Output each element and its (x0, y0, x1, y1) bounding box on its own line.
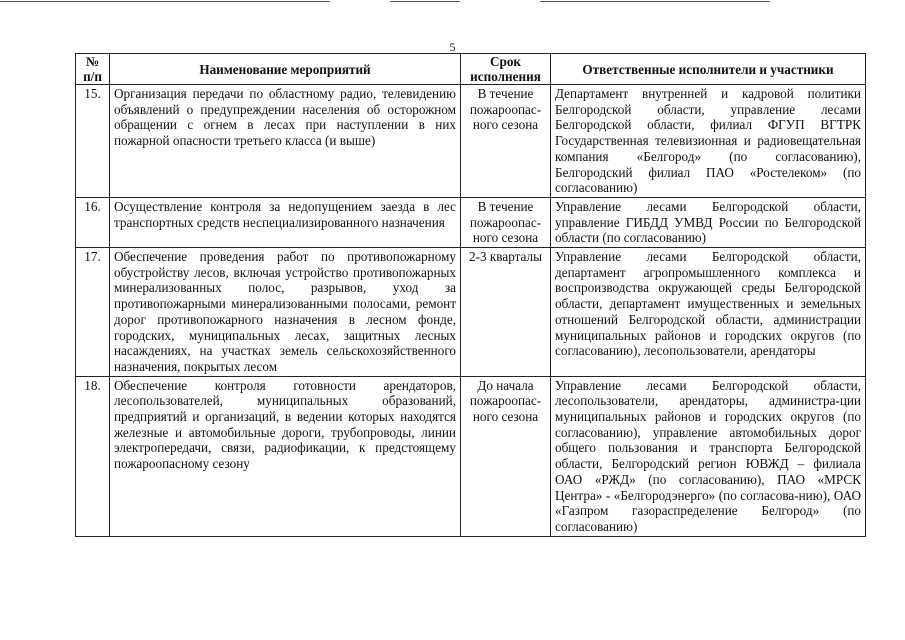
header-num: № п/п (76, 54, 110, 85)
scan-edge-line (390, 1, 460, 2)
row-term: В течение пожароопас-ного сезона (461, 197, 551, 247)
row-num: 16. (76, 197, 110, 247)
table-row (76, 248, 866, 377)
row-measure: Организация передачи по областному радио, телевидению объявлений о предупреждении населения об осторожном обращении с огнем в лесах при наступлении в них пожарной опасности третьего класса (и выше) (110, 85, 461, 198)
row-measure: Обеспечение контроля готовности арендаторов, лесопользователей, муниципальных образований, предприятий и организаций, в ведении которых находятся железные и автомобильные дороги, трубопроводы, линии электропередачи, связи, радиофикации, к предстоящему пожароопасному сезону (110, 376, 461, 536)
scan-edge-line (540, 1, 770, 2)
row-responsible: Департамент внутренней и кадровой политики Белгородской области, управление лесами Белгородской области, филиал ФГУП ВГТРК Государственная телевизионная и радиовещательная компания «Белгород» (по согласованию), Белгородский филиал ПАО «Ростелеком» (по согласованию) (551, 85, 866, 198)
page-number: 5 (449, 40, 456, 54)
header-name: Наименование мероприятий (110, 54, 461, 85)
table-header-row (76, 54, 866, 85)
row-responsible: Управление лесами Белгородской области, управление ГИБДД УМВД России по Белгородской области (по согласованию) (551, 197, 866, 247)
row-measure: Осуществление контроля за недопущением заезда в лес транспортных средств неспециализированного назначения (110, 197, 461, 247)
row-measure: Обеспечение проведения работ по противопожарному обустройству лесов, включая устройство противопожарных минерализованных полос, разрывов, уход за противопожарными минерализованными полосами, ремонт дорог противопожарного назначения в лесном фонде, городских, муниципальных лесах, защитных лесных насаждениях, на участках земель сельскохозяйственного назначения, покрытых лесом (110, 248, 461, 377)
table-row (76, 376, 866, 536)
row-term: В течение пожароопас-ного сезона (461, 85, 551, 198)
header-responsible: Ответственные исполнители и участники (551, 54, 866, 85)
table-row (76, 85, 866, 198)
row-num: 18. (76, 376, 110, 536)
header-term: Срок исполнения (461, 54, 551, 85)
row-responsible: Управление лесами Белгородской области, департамент агропромышленного комплекса и воспроизводства окружающей среды Белгородской области, департамент имущественных и земельных отношений Белгородской области, администрации муниципальных районов и городских округов (по согласованию), лесопользователи, арендаторы (551, 248, 866, 377)
row-num: 15. (76, 85, 110, 198)
row-term: 2-3 кварталы (461, 248, 551, 377)
row-responsible: Управление лесами Белгородской области, лесопользователи, арендаторы, администра-ции муниципальных районов и городских округов (по согласованию), управление автомобильных дорог общего пользования и транспорта Белгородской области, Белгородский регион ЮВЖД – филиала ОАО «РЖД» (по согласованию), ПАО «МРСК Центра» - «Белгородэнерго» (по согласова-нию), ОАО «Газпром газораспределение Белгород» (по согласованию) (551, 376, 866, 536)
row-num: 17. (76, 248, 110, 377)
table-row (76, 197, 866, 247)
scan-edge-line (0, 1, 330, 2)
measures-table (75, 53, 866, 537)
row-term: До начала пожароопас-ного сезона (461, 376, 551, 536)
